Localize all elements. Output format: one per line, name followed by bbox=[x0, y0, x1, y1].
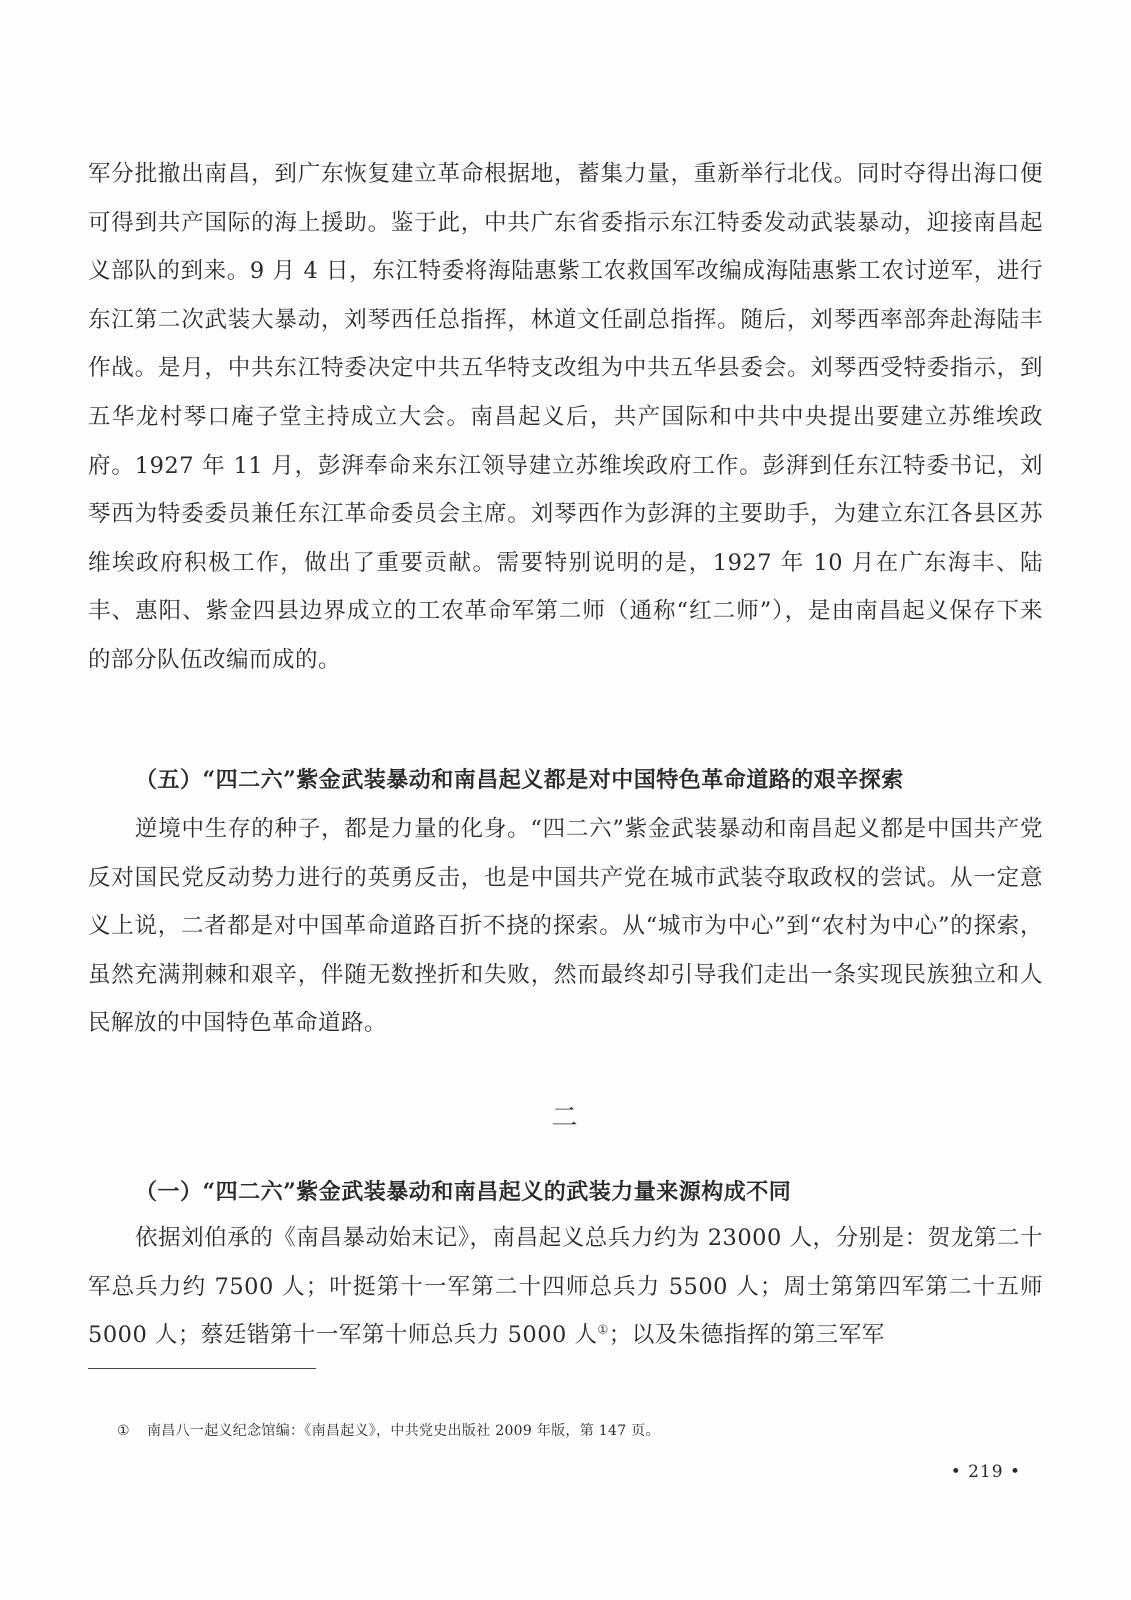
body-paragraph: 逆境中生存的种子，都是力量的化身。“四二六”紫金武装暴动和南昌起义都是中国共产党反对国民党反动势力进行的英勇反击，也是中国共产党在城市武装夺取政权的尝试。从一定意义上说，二者都是对中国革命道路百折不挠的探索。从“城市为中心”到“农村为中心”的探索，虽然充满荆棘和艰辛，伴随无数挫折和失败，然而最终却引导我们走出一条实现民族独立和人民解放的中国特色革命道路。 bbox=[88, 816, 1043, 1037]
subsection-heading-1: （一）“四二六”紫金武装暴动和南昌起义的武装力量来源构成不同 bbox=[135, 1179, 792, 1205]
footnote-reference[interactable]: ① bbox=[597, 1322, 609, 1337]
paragraph-text: 军分批撤出南昌，到广东恢复建立革命根据地，蓄集力量，重新举行北伐。同时夺得出海口便可得到共产国际的海上援助。鉴于此，中共广东省委指示东江特委发动武装暴动，迎接南昌起义部队的到来。9 月 4 日，东江特委将海陆惠紫工农救国军改编成海陆惠紫工农讨逆军，进行东江第二次武装大暴动，刘琴西任总指挥，林道文任副总指挥。随后，刘琴西率部奔赴海陆丰作战。是月，中共东江特委决定中共五华特支改组为中共五华县委会。刘琴西受特委指示，到五华龙村琴口庵子堂主持成立大会。南昌起义后，共产国际和中共中央提出要建立苏维埃政府。1927 年 11 月，彭湃奉命来东江领导建立苏维埃政府工作。彭湃到任东江特委书记，刘琴西为特委委员兼任东江革命委员会主席。刘琴西作为彭湃的主要助手，为建立东江各县区苏维埃政府积极工作，做出了重要贡献。需要特别说明的是，1927 年 10 月在广东海丰、陆丰、惠阳、紫金四县边界成立的工农革命军第二师（通称“红二师”），是由南昌起义保存下来的部分队伍改编而成的。 bbox=[88, 161, 1043, 673]
section-number: 二 bbox=[551, 1103, 580, 1133]
page-number: • 219 • bbox=[950, 1462, 1021, 1482]
body-paragraph-continued bbox=[88, 150, 1043, 685]
paragraph-text: 依据刘伯承的《南昌暴动始末记》，南昌起义总兵力约为 23000 人，分别是：贺龙第二十军总兵力约 7500 人；叶挺第十一军第二十四师总兵力 5500 人；周士第第四军第二十五师 5000 人；蔡廷锴第十一军第十师总兵力 5000 人 bbox=[88, 1225, 1043, 1349]
footnote-divider bbox=[88, 1368, 316, 1369]
subsection-heading-5: （五）“四二六”紫金武装暴动和南昌起义都是对中国特色革命道路的艰辛探索 bbox=[135, 767, 904, 793]
footnote bbox=[117, 1420, 1017, 1442]
footnote-number: ① bbox=[117, 1423, 130, 1439]
footnote-text: 南昌八一起义纪念馆编：《南昌起义》，中共党史出版社 2009 年版，第 147 页。 bbox=[147, 1423, 660, 1439]
body-paragraph-footnoted bbox=[88, 1214, 1043, 1360]
paragraph-text-tail: ；以及朱德指挥的第三军军 bbox=[608, 1322, 885, 1349]
